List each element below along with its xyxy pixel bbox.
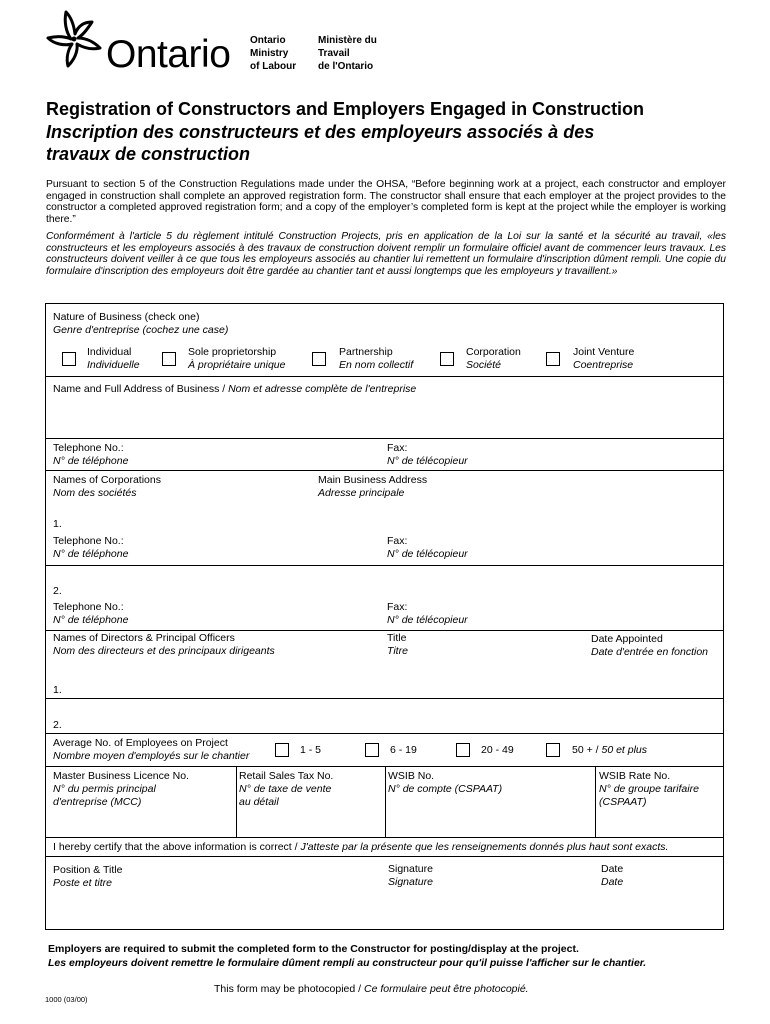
director-1-number: 1. — [53, 684, 62, 696]
divider — [46, 470, 723, 471]
corporations-label: Names of Corporations Nom des sociétés — [53, 474, 161, 499]
ministry-name-en: Ontario Ministry of Labour — [250, 35, 297, 72]
business-telephone-label: Telephone No.: N° de téléphone — [53, 442, 129, 467]
divider — [46, 630, 723, 631]
form-title-en: Registration of Constructors and Employers Engaged in Construction — [46, 99, 645, 119]
sole-proprietorship-option-label: Sole proprietorship À propriétaire unique — [188, 346, 286, 371]
corporation-checkbox[interactable] — [440, 352, 454, 366]
divider — [46, 698, 723, 699]
main-address-label: Main Business Address Adresse principale — [318, 474, 428, 499]
corp2-fax-label: Fax: N° de télécopieur — [387, 601, 468, 626]
photocopy-notice: This form may be photocopied / Ce formulaire peut être photocopié. — [214, 983, 529, 995]
signature-label: Signature Signature — [388, 863, 433, 888]
corporation-1-number: 1. — [53, 518, 62, 530]
corporation-2-number: 2. — [53, 585, 62, 597]
divider — [46, 837, 723, 838]
divider — [595, 766, 596, 837]
individual-checkbox[interactable] — [62, 352, 76, 366]
divider — [236, 766, 237, 837]
name-address-label: Name and Full Address of Business / Nom et adresse complète de l'entreprise — [53, 383, 417, 395]
employees-1-5-label: 1 - 5 — [300, 744, 322, 756]
joint-venture-checkbox[interactable] — [546, 352, 560, 366]
ontario-wordmark: Ontario — [106, 33, 231, 76]
divider — [46, 856, 723, 857]
partnership-checkbox[interactable] — [312, 352, 326, 366]
divider — [46, 565, 723, 566]
corporation-option-label: Corporation Société — [466, 346, 521, 371]
wsib-number-label: WSIB No. N° de compte (CSPAAT) — [388, 770, 503, 795]
employees-20-49-label: 20 - 49 — [481, 744, 514, 756]
directors-label: Names of Directors & Principal Officers Nom des directeurs et des principaux dirigeants — [53, 632, 275, 657]
average-employees-label: Average No. of Employees on Project Nombre moyen d'employés sur le chantier — [53, 737, 250, 762]
nature-of-business-label: Nature of Business (check one) Genre d'entreprise (cochez une case) — [53, 311, 229, 336]
divider — [385, 766, 386, 837]
retail-sales-tax-label: Retail Sales Tax No. N° de taxe de vente au détail — [239, 770, 334, 808]
wsib-rate-label: WSIB Rate No. N° de groupe tarifaire (CSPAAT) — [599, 770, 699, 808]
date-appointed-label: Date Appointed Date d'entrée en fonction — [591, 633, 709, 658]
employees-20-49-checkbox[interactable] — [456, 743, 470, 757]
employees-6-19-checkbox[interactable] — [365, 743, 379, 757]
submission-instruction-fr: Les employeurs doivent remettre le formulaire dûment rempli au constructeur pour qu'il puisse l'afficher sur le chantier. — [48, 957, 647, 969]
business-fax-label: Fax: N° de télécopieur — [387, 442, 468, 467]
employees-1-5-checkbox[interactable] — [275, 743, 289, 757]
form-title-fr: Inscription des constructeurs et des employeurs associés à des travaux de construction — [46, 122, 595, 164]
submission-instruction-en: Employers are required to submit the completed form to the Constructor for posting/display at the project. — [48, 943, 579, 955]
employees-50-plus-label: 50 + / 50 et plus — [572, 744, 648, 756]
date-label: Date Date — [601, 863, 624, 888]
corp2-telephone-label: Telephone No.: N° de téléphone — [53, 601, 129, 626]
sole-proprietorship-checkbox[interactable] — [162, 352, 176, 366]
employees-50-plus-checkbox[interactable] — [546, 743, 560, 757]
divider — [46, 376, 723, 377]
divider — [46, 733, 723, 734]
title-column-label: Title Titre — [387, 632, 408, 657]
joint-venture-option-label: Joint Venture Coentreprise — [573, 346, 635, 371]
corp1-telephone-label: Telephone No.: N° de téléphone — [53, 535, 129, 560]
director-2-number: 2. — [53, 719, 62, 731]
certification-statement: I hereby certify that the above information is correct / J'atteste par la présente que les renseignements donnés plus haut sont exacts. — [53, 841, 669, 853]
partnership-option-label: Partnership En nom collectif — [339, 346, 414, 371]
master-business-licence-label: Master Business Licence No. N° du permis principal d'entreprise (MCC) — [53, 770, 189, 808]
corp1-fax-label: Fax: N° de télécopieur — [387, 535, 468, 560]
intro-paragraph-en: Pursuant to section 5 of the Construction Regulations made under the OHSA, “Before beginning work at a project, each constructor and employer engaged in construction shall complete an approved registration form. The constructor shall ensure that each employer at the project provides to the constructor a completed approved registration form; and a copy of the employer’s completed form is kept at the project while the employer is working there.” — [46, 179, 726, 225]
ministry-name-fr: Ministère du Travail de l'Ontario — [318, 35, 377, 72]
trillium-logo-icon — [44, 8, 106, 70]
name-address-field[interactable] — [47, 398, 722, 436]
position-title-label: Position & Title Poste et titre — [53, 864, 123, 889]
individual-option-label: Individual Individuelle — [87, 346, 140, 371]
form-number: 1000 (03/00) — [45, 995, 88, 1004]
intro-paragraph-fr: Conformément à l'article 5 du règlement intitulé Construction Projects, pris en application de la Loi sur la santé et la sécurité au travail, «les constructeurs et les employeurs associés à des travaux de construction doivent remplir un formulaire officiel avant de commencer leurs travaux. Les constructeurs doivent veiller à ce que tous les employeurs associés au chantier lui remettent un formulaire d'inscription dûment rempli. Une copie du formulaire d'inscription des employeurs doit être gardée au chantier tant et aussi longtemps que les employeurs y travaillent.» — [46, 231, 726, 277]
employees-6-19-label: 6 - 19 — [390, 744, 417, 756]
divider — [46, 438, 723, 439]
